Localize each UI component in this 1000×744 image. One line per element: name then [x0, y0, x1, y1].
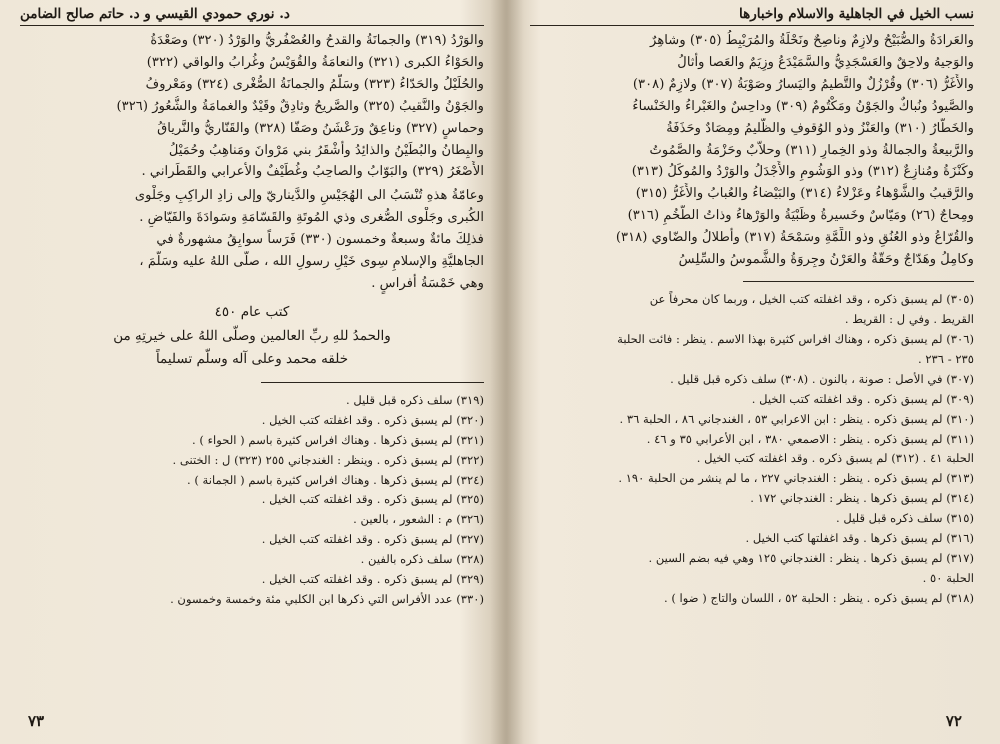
page-number: ٧٢ — [945, 712, 962, 730]
body-line: والجَوْنُ والنَّقيبُ (٣٢٥) والصَّريحُ وثادِقٌ وقَيْدٌ والغمامَةُ والشُّعُورُ (٣٢٦) — [116, 98, 484, 114]
footnote: (٣٣٠) عدد الأفراس التي ذكرها ابن الكلبي مئة وخمسة وخمسون . — [170, 592, 484, 607]
footnote: (٣٠٦) لم يسبق ذكره ، وهناك افراس كثيرة بهذا الاسم . ينظر : فائت الحلبة — [617, 331, 974, 346]
body-line: والحُلَيْلُ والحَدّاءُ (٣٢٣) وسَلّمُ والجمانَةُ الصُّغْرى (٣٢٤) ومَعْروفُ — [145, 76, 484, 92]
footnote: (٣١٨) لم يسبق ذكره . ينظر : الحلبة ٥٢ ، اللسان والتاج ( ضوا ) . — [663, 591, 974, 606]
footnote: (٣٠٥) لم يسبق ذكره ، وقد اغفلته كتب الخيل ، وربما كان محرفاً عن — [649, 291, 974, 306]
body-line: والرَّقيبُ والشَّوْهاءُ وعَزْلاءُ (٣١٤) والبَيْضاءُ والعُبابُ والأَغَرُّ (٣١٥) — [635, 186, 974, 202]
colophon — [20, 301, 484, 372]
footnotes — [20, 391, 484, 610]
footnote: (٣١٥) سلف ذكره قبل قليل . — [835, 511, 974, 526]
body-line: والرَّبيعةُ والجمالةُ وذو الخِمارِ (٣١١) وحلاّبٌ وحَزْمَةُ والصَّمُوتُ — [649, 142, 974, 158]
body-line: الكُبرى وجَلْوى الصُّغرى وذي المُوتَةِ والقَسّامَةِ وسَوادَةَ والفَيّاضِ . — [139, 210, 484, 226]
body-line: الجاهليَّةِ والإسلامِ سِوى خَيْلِ رسولِ الله ، صلّى اللهُ عليه وسَلَّمَ ، — [139, 254, 484, 270]
footnote: (٣١١) لم يسبق ذكره . ينظر : الاصمعي ٣٨٠ ، ابن الأعرابي ٣٥ و ٤٦ . — [646, 431, 974, 446]
footnote: (٣٢٤) لم يسبق ذكرها . وهناك افراس كثيرة باسم ( الجمانة ) . — [186, 472, 484, 487]
body-line: والوَرْدُ (٣١٩) والجمانَةُ والقدحُ والعُصْفُريُّ والوَرْدُ (٣٢٠) وصَعْدَةُ — [150, 33, 484, 48]
body-line: والأَغَرُّ (٣٠٦) وقُرْزُلٌ والتَّطيمُ واليَسارُ وصَوْبَةُ (٣٠٧) ولازِمٌ (٣٠٨) — [632, 76, 974, 92]
body-text — [20, 30, 484, 295]
body-line: فذلِكَ مائةٌ وسبعةٌ وخمسون (٣٣٠) فَرَساً سوابِقُ مشهورةٌ في — [156, 232, 484, 248]
body-line: والحَوْاءُ الكبرى (٣٢١) والنعامَةُ والقُوَيْسُ وغُرابُ والواقي (٣٢٢) — [146, 54, 484, 70]
footnote: (٣١٤) لم يسبق ذكرها . ينظر : الغندجاني ١٧٢ . — [750, 491, 974, 506]
colophon-line: كتب عام ٤٥٠ — [214, 303, 290, 320]
footnote: (٣١٦) لم يسبق ذكرها . وقد اغفلتها كتب الخيل . — [745, 531, 974, 546]
footnote: (٣٢٦) م : الشعور ، بالعين . — [353, 512, 484, 527]
footnote: (٣٢١) لم يسبق ذكرها . وهناك افراس كثيرة باسم ( الحواء ) . — [191, 432, 484, 447]
running-head-title: نسب الخيل في الجاهلية والاسلام واخبارها — [530, 6, 974, 26]
body-line: والوَجيهُ ولاحِقٌ والعَسْجَدِيُّ والسَّمَيْدَعُ وزِيَمٌ والعَصا وأثالُ — [677, 54, 974, 70]
footnote: (٣٢٢) لم يسبق ذكره . وينظر : الغندجاني ٢٥٥ (٣٢٣) ل : الختنى . — [172, 452, 484, 467]
footnote: الحلبة ٤١ . (٣١٢) لم يسبق ذكره . وقد اغفلته كتب الخيل . — [696, 451, 974, 466]
body-line: وكامِلُ وهَدّاجٌ وحَقّةُ والعَرْنُ وجِروَةُ والشَّموسُ والسِّلِسُ — [678, 252, 974, 268]
body-line: وعامّةُ هذهِ تُنْسَبُ الى الهُجَيْسِ والدَّيناريّ وإلى زادِ الراكِبِ وجَلْوى — [134, 188, 484, 204]
body-line: والقُرّاعُ وذو العُنُقِ وذو اللِّمَّةِ وسَمْحَةُ (٣١٧) وأطلالُ والضّاوي (٣١٨) — [615, 230, 974, 246]
footnote: الحلبة ٥٠ . — [922, 571, 974, 586]
right-page — [512, 0, 1000, 744]
footnote: ٢٣٥ - ٢٣٦ . — [917, 351, 974, 366]
footnote: القريط . وفي ل : القريط . — [844, 311, 974, 326]
footnote: (٣٢٧) لم يسبق ذكره . وقد اغفلته كتب الخيل . — [261, 532, 484, 547]
footnote: (٣١٣) لم يسبق ذكره . ينظر : الغندجاني ٢٢٧ ، ما لم ينشر من الحلبة ١٩٠ . — [618, 471, 974, 486]
colophon-line: والحمدُ للهِ ربِّ العالمين وصلّى اللهُ على خيرتِهِ من — [113, 327, 391, 344]
body-line: والخَطّارُ (٣١٠) والعَنْزُ وذو الوُقوفِ والظَّليمُ ومِصَادٌ وحَذَفَةُ — [666, 120, 974, 136]
body-line: وهي خَمْسَةُ أفراسٍ . — [371, 275, 484, 291]
footnote: (٣١٩) سلف ذكره قبل قليل . — [345, 392, 484, 407]
footnote-rule — [261, 382, 484, 383]
body-text — [530, 30, 974, 271]
footnote: (٣٢٠) لم يسبق ذكره . وقد اغفلته كتب الخيل . — [261, 412, 484, 427]
footnote: (٣٢٥) لم يسبق ذكره . وقد اغفلته كتب الخيل . — [261, 492, 484, 507]
footnote-rule — [743, 281, 974, 282]
footnote: (٣١٠) لم يسبق ذكره . ينظر : ابن الاعرابي ٥٣ ، الغندجاني ٨٦ ، الحلبة ٣٦ . — [619, 411, 974, 426]
page-number: ٧٣ — [28, 712, 45, 730]
footnote: (٣٠٧) في الأصل : صونة ، بالنون . (٣٠٨) سلف ذكره قبل قليل . — [670, 371, 974, 386]
footnote: (٣٢٨) سلف ذكره بالفين . — [360, 552, 484, 567]
body-line: وحماسٍ (٣٢٧) وناعِقٌ ورَعْشَنُ وصَفّا (٣٢٨) والقَنّاريُّ والنَّرياقُ — [157, 120, 484, 136]
body-line: والصَّيودُ ونُباكٌ والجَوْنُ ومَكْتُومٌ (٣٠٩) وداحِسٌ والغَبْراءُ والخَنْساءُ — [632, 98, 974, 114]
footnote: (٣١٧) لم يسبق ذكرها . ينظر : الغندجاني ١٢٥ وهي فيه بضم السين . — [648, 551, 974, 566]
body-line: والبِطانُ والبُطَيْنُ والذائِدُ وأشْقَرُ بني مَرْوانَ ومَناهِبُ وحُمَيْلُ — [168, 142, 484, 158]
body-line: وكَنْزَةُ ومُنازِعٌ (٣١٢) وذو الوَشُومِ والأَجْدَلُ والوَرْدُ والمُوكَلُ (٣١٣) — [631, 164, 974, 180]
footnote: (٣٠٩) لم يسبق ذكره . وقد اغفلته كتب الخيل . — [751, 391, 974, 406]
footnotes — [530, 290, 974, 609]
body-line: والعَرادَةُ والصُّبَيْحُ ولازِمٌ وناصِحٌ ونَحْلَةُ والمُرَيْبِطُ (٣٠٥) وشاهِرٌ — [650, 33, 974, 48]
running-head-authors: د. نوري حمودي القيسي و د. حاتم صالح الضامن — [20, 6, 484, 26]
paragraph — [20, 185, 484, 295]
body-line: ومِحاجٌ (٢٦) ومَيّاسٌ وخَسيرةُ وظَبْيَةُ والوَرْهاءُ وذاتُ الطُّخُمِ (٣١٦) — [627, 208, 974, 224]
footnote: (٣٢٩) لم يسبق ذكره . وقد اغفلته كتب الخيل . — [261, 572, 484, 587]
body-line: الأَصْغَرُ (٣٢٩) والبَوّابُ والصاحِبُ وغُطَيْفٌ والأعرابي والقَطَراني . — [141, 164, 484, 180]
colophon-line: خلقه محمد وعلى آله وسلّم تسليماً — [155, 351, 349, 368]
